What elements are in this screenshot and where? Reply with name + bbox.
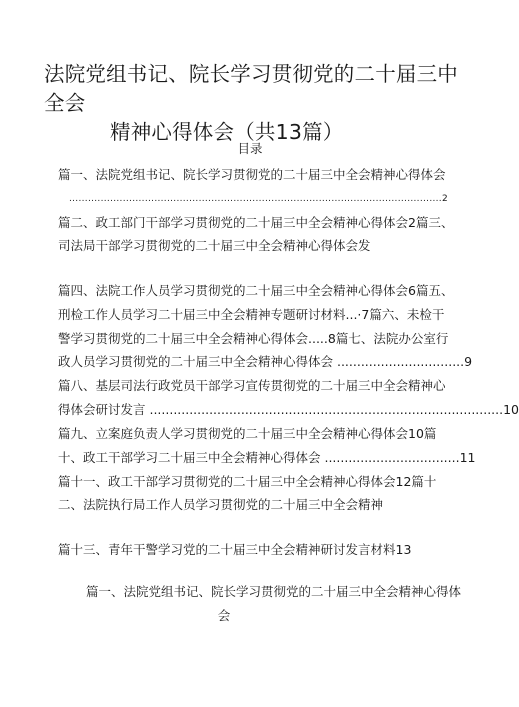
first-article-heading-line-1: 篇一、法院党组书记、院长学习贯彻党的二十届三中全会精神心得体 [86,584,462,599]
toc-line[interactable]: 篇十三、青年干警学习党的二十届三中全会精神研讨发言材料13 [58,542,412,557]
document-title-line-1: 法院党组书记、院长学习贯彻党的二十届三中全会 [44,62,458,115]
toc-line[interactable]: 二、法院执行局工作人员学习贯彻党的二十届三中全会精神 [58,497,384,512]
toc-line[interactable]: 警学习贯彻党的二十届三中全会精神心得体会.....8篇七、法院办公室行 [58,331,449,346]
toc-line[interactable]: 得体会研讨发言 .........................................................................................10 [58,402,519,417]
toc-line[interactable]: 篇八、基层司法行政党员干部学习宣传贯彻党的二十届三中全会精神心 [58,378,446,393]
toc-line[interactable]: ......................................................................................................................2 [68,194,448,204]
toc-line[interactable]: 篇一、法院党组书记、院长学习贯彻党的二十届三中全会精神心得体会 [58,167,446,182]
toc-line[interactable]: 刑检工作人员学习二十届三中全会精神专题研讨材料...·7篇六、未检干 [58,307,445,322]
toc-line[interactable]: 十、政工干部学习二十届三中全会精神心得体会 ..................................11 [58,450,476,465]
document-title-line-2: 精神心得体会（共13篇） [110,120,344,144]
toc-line[interactable]: 司法局干部学习贯彻党的二十届三中全会精神心得体会发 [58,238,371,253]
document-title [44,60,464,147]
toc-line[interactable]: 篇九、立案庭负责人学习贯彻党的二十届三中全会精神心得体会10篇 [58,426,437,441]
toc-heading: 目录 [237,141,263,156]
toc-line[interactable]: 篇四、法院工作人员学习贯彻党的二十届三中全会精神心得体会6篇五、 [58,283,454,298]
first-article-heading [86,584,466,623]
toc-line[interactable]: 篇二、政工部门干部学习贯彻党的二十届三中全会精神心得体会2篇三、 [58,215,454,230]
toc-line[interactable]: 政人员学习贯彻党的二十届三中全会精神心得体会 ................................9 [58,354,473,369]
first-article-heading-line-2: 会 [217,608,231,623]
toc-line[interactable]: 篇十一、政工干部学习贯彻党的二十届三中全会精神心得体会12篇十 [58,474,437,489]
